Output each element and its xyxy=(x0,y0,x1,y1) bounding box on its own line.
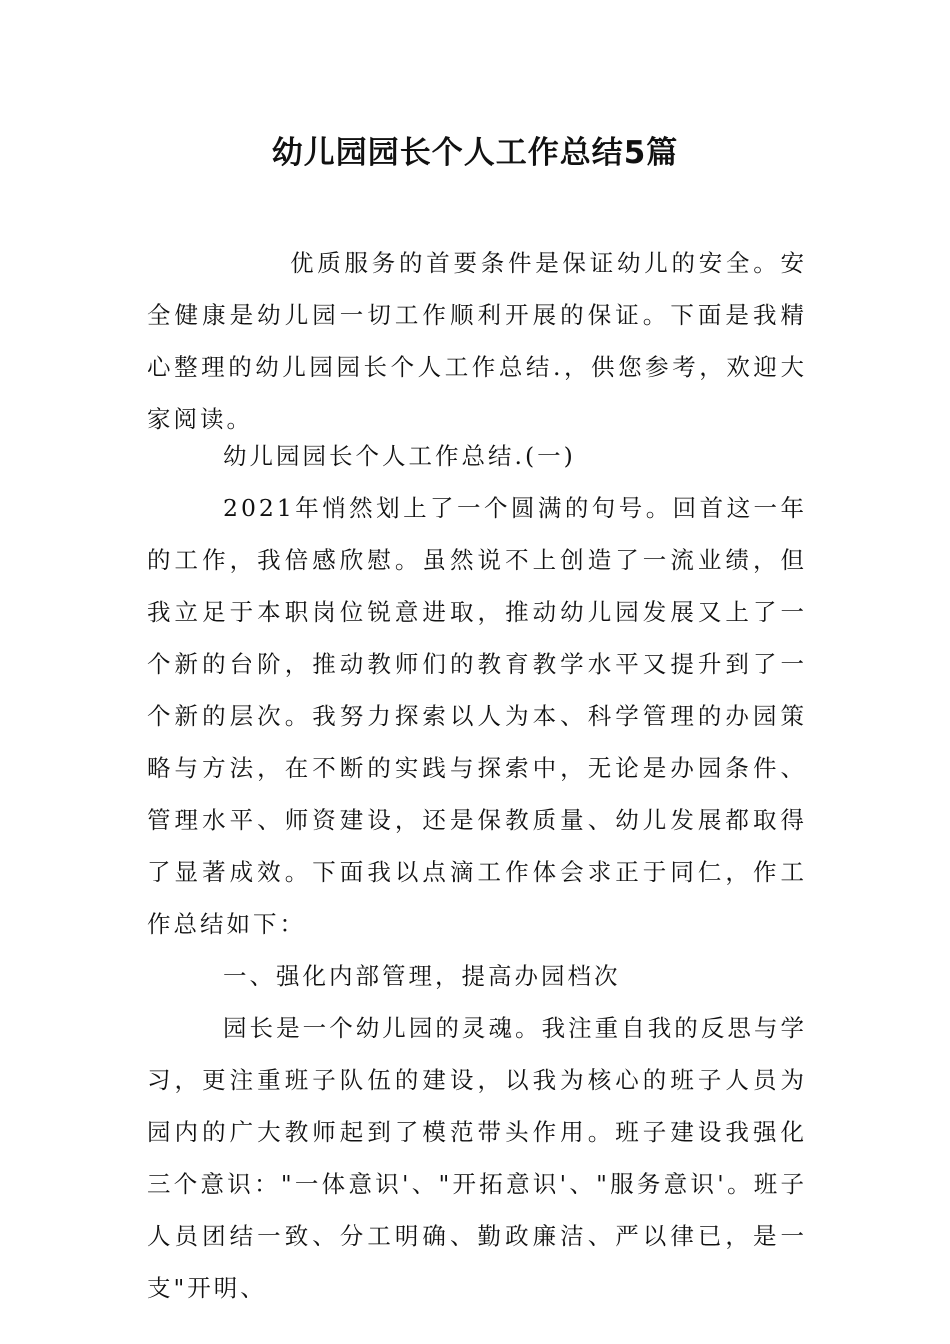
body-paragraph-1: 2021年悄然划上了一个圆满的句号。回首这一年的工作，我倍感欣慰。虽然说不上创造了一流业绩，但我立足于本职岗位锐意进取，推动幼儿园发展又上了一个新的台阶，推动教师们的教育教学水平又提升到了一个新的层次。我努力探索以人为本、科学管理的办园策略与方法，在不断的实践与探索中，无论是办园条件、管理水平、师资建设，还是保教质量、幼儿发展都取得了显著成效。下面我以点滴工作体会求正于同仁，作工作总结如下： xyxy=(147,494,807,938)
main-body xyxy=(147,430,807,1314)
section-heading: 幼儿园园长个人工作总结.(一) xyxy=(223,442,576,470)
subheading-1: 一、强化内部管理，提高办园档次 xyxy=(223,962,621,990)
intro-block xyxy=(147,237,807,445)
intro-paragraph: 优质服务的首要条件是保证幼儿的安全。安全健康是幼儿园一切工作顺利开展的保证。下面是我精心整理的幼儿园园长个人工作总结.，供您参考，欢迎大家阅读。 xyxy=(147,249,807,433)
body-paragraph-2: 园长是一个幼儿园的灵魂。我注重自我的反思与学习，更注重班子队伍的建设，以我为核心的班子人员为园内的广大教师起到了模范带头作用。班子建设我强化三个意识："一体意识'、"开拓意识'、"服务意识'。班子人员团结一致、分工明确、勤政廉洁、严以律已，是一支"开明、 xyxy=(147,1014,807,1302)
document-title: 幼儿园园长个人工作总结5篇 xyxy=(271,135,679,171)
